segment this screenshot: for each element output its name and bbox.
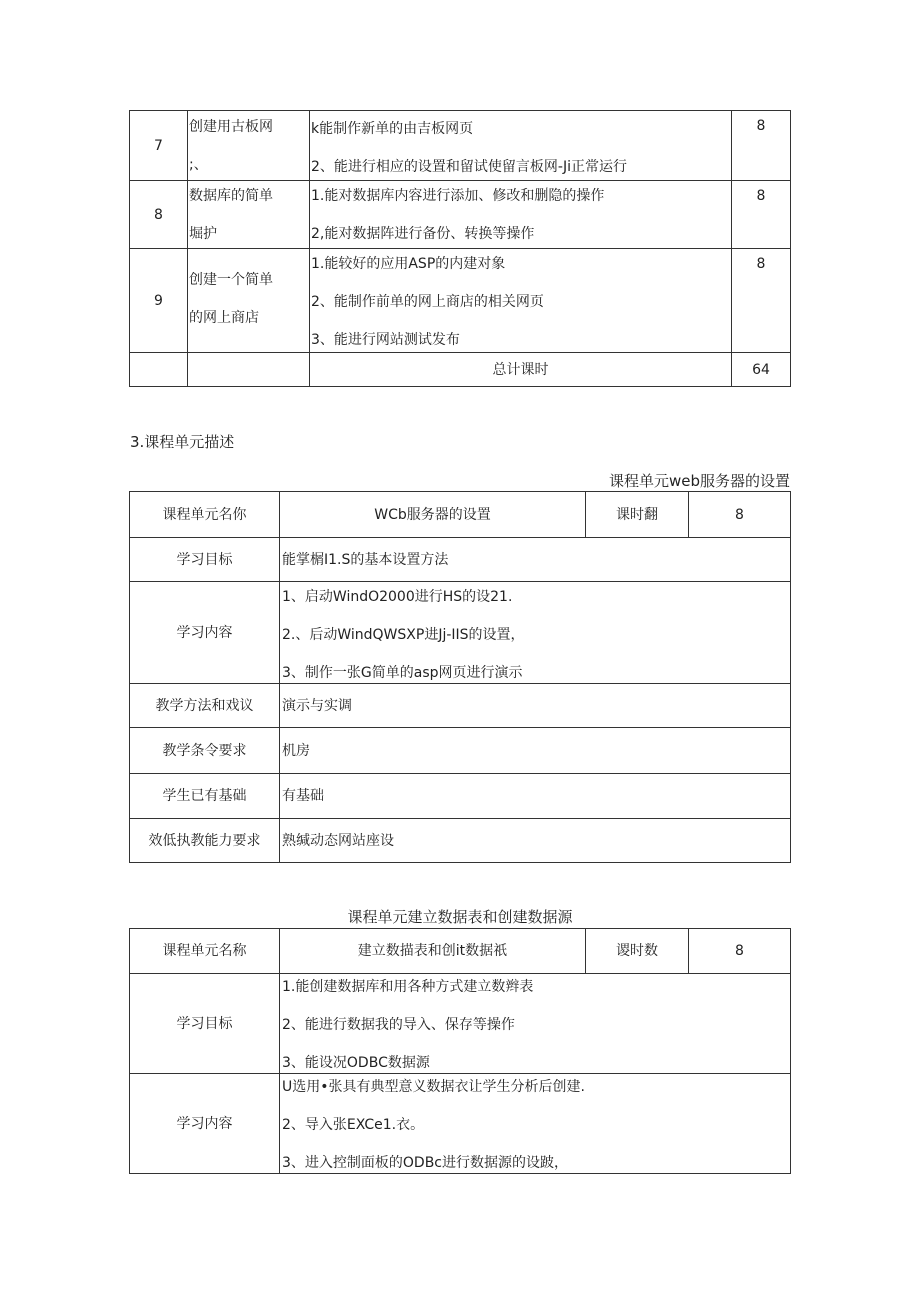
unit1-caption: 课程单元web服务器的设置	[608, 472, 790, 490]
goal-row	[130, 538, 791, 582]
content-value	[280, 582, 791, 684]
basis-value: 有基础	[280, 774, 791, 819]
empty-cell	[188, 353, 310, 387]
schedule-row	[130, 249, 791, 353]
goal-value: 能掌榍I1.S的基本设置方法	[280, 538, 791, 582]
schedule-row	[130, 181, 791, 249]
basis-row	[130, 774, 791, 819]
schedule-row	[130, 111, 791, 181]
unit-name-value: 建立数描表和创it数据祇	[280, 929, 586, 974]
unit-name	[188, 249, 310, 353]
schedule-table	[129, 110, 791, 387]
content-line: 2.、后动WindQWSXP进Jj-IIS的设置，	[282, 627, 525, 643]
section-heading: 3.课程单元描述	[130, 433, 235, 451]
teacher-value: 熟缄动态网站座设	[280, 819, 791, 863]
method-row	[130, 684, 791, 728]
row-number: 7	[130, 111, 188, 181]
description-line: 1.能较好的应用ASP的内建对象	[311, 256, 506, 272]
goal-label: 学习目标	[130, 538, 280, 582]
unit-name-line: ;、	[189, 157, 208, 173]
goal-label: 学习目标	[130, 974, 280, 1074]
total-label: 总计课时	[310, 353, 732, 387]
unit-name-value: WCb服务器的设置	[280, 492, 586, 538]
conditions-row	[130, 728, 791, 774]
unit-description	[310, 111, 732, 181]
goal-row	[130, 974, 791, 1074]
row-number: 9	[130, 249, 188, 353]
method-value: 演示与实调	[280, 684, 791, 728]
content-label: 学习内容	[130, 1074, 280, 1174]
unit1-table	[129, 491, 791, 863]
hours-label: 谡时数	[586, 929, 689, 974]
content-line: 1、启动WindO2000进行HS的设21.	[282, 589, 513, 605]
content-label: 学习内容	[130, 582, 280, 684]
hours-value: 8	[689, 929, 791, 974]
content-line: 3、进入控制面板的ODBc进行数据源的设跛，	[282, 1155, 569, 1171]
unit-hours: 8	[732, 249, 791, 353]
unit-description	[310, 249, 732, 353]
description-line: k能制作新单的由吉板网页	[311, 121, 474, 137]
conditions-value: 机房	[280, 728, 791, 774]
content-value	[280, 1074, 791, 1174]
unit-name	[188, 111, 310, 181]
empty-cell	[130, 353, 188, 387]
unit-hours: 8	[732, 181, 791, 249]
unit-name-line: 堀护	[189, 226, 217, 242]
goal-line: 3、能设况ODBC数据源	[282, 1055, 430, 1071]
description-line: 2、能进行相应的设置和留试使留言板网-Ji正常运行	[311, 159, 627, 175]
hours-value: 8	[689, 492, 791, 538]
content-row	[130, 1074, 791, 1174]
unit-name-line: 数据库的简单	[189, 188, 273, 204]
unit2-caption: 课程单元建立数据表和创建数据源	[347, 908, 573, 926]
unit-name-line: 的网上商店	[189, 310, 259, 326]
total-hours: 64	[732, 353, 791, 387]
hours-label: 课时翻	[586, 492, 689, 538]
content-row	[130, 582, 791, 684]
description-line: 1.能对数据库内容进行添加、修改和删隐的操作	[311, 188, 605, 204]
content-line: 2、导入张EXCe1.衣。	[282, 1117, 425, 1133]
description-line: 2,能对数据阵进行备份、转换等操作	[311, 226, 535, 242]
total-row	[130, 353, 791, 387]
content-line: 3、制作一张G简单的asp网页进行演示	[282, 665, 523, 681]
goal-value	[280, 974, 791, 1074]
goal-line: 2、能进行数据我的导入、保存等操作	[282, 1017, 515, 1033]
description-line: 3、能进行网站测试发布	[311, 332, 460, 348]
goal-line: 1.能创建数据库和用各种方式建立数辫表	[282, 979, 534, 995]
unit-description	[310, 181, 732, 249]
unit-name-line: 创建一个简单	[189, 272, 273, 288]
unit-name	[188, 181, 310, 249]
description-line: 2、能制作前单的网上商店的相关网页	[311, 294, 544, 310]
conditions-label: 教学条令要求	[130, 728, 280, 774]
row-number: 8	[130, 181, 188, 249]
basis-label: 学生已有基础	[130, 774, 280, 819]
unit-name-row	[130, 929, 791, 974]
unit-name-label: 课程单元名你	[130, 492, 280, 538]
unit2-table	[129, 928, 791, 1174]
unit-name-label: 课程单元名称	[130, 929, 280, 974]
unit-hours: 8	[732, 111, 791, 181]
unit-name-line: 创建用古板网	[189, 119, 273, 135]
method-label: 教学方法和戏议	[130, 684, 280, 728]
teacher-row	[130, 819, 791, 863]
unit-name-row	[130, 492, 791, 538]
teacher-label: 效低执教能力要求	[130, 819, 280, 863]
content-line: U选用•张具有典型意义数据衣让学生分析后创建.	[282, 1079, 585, 1095]
